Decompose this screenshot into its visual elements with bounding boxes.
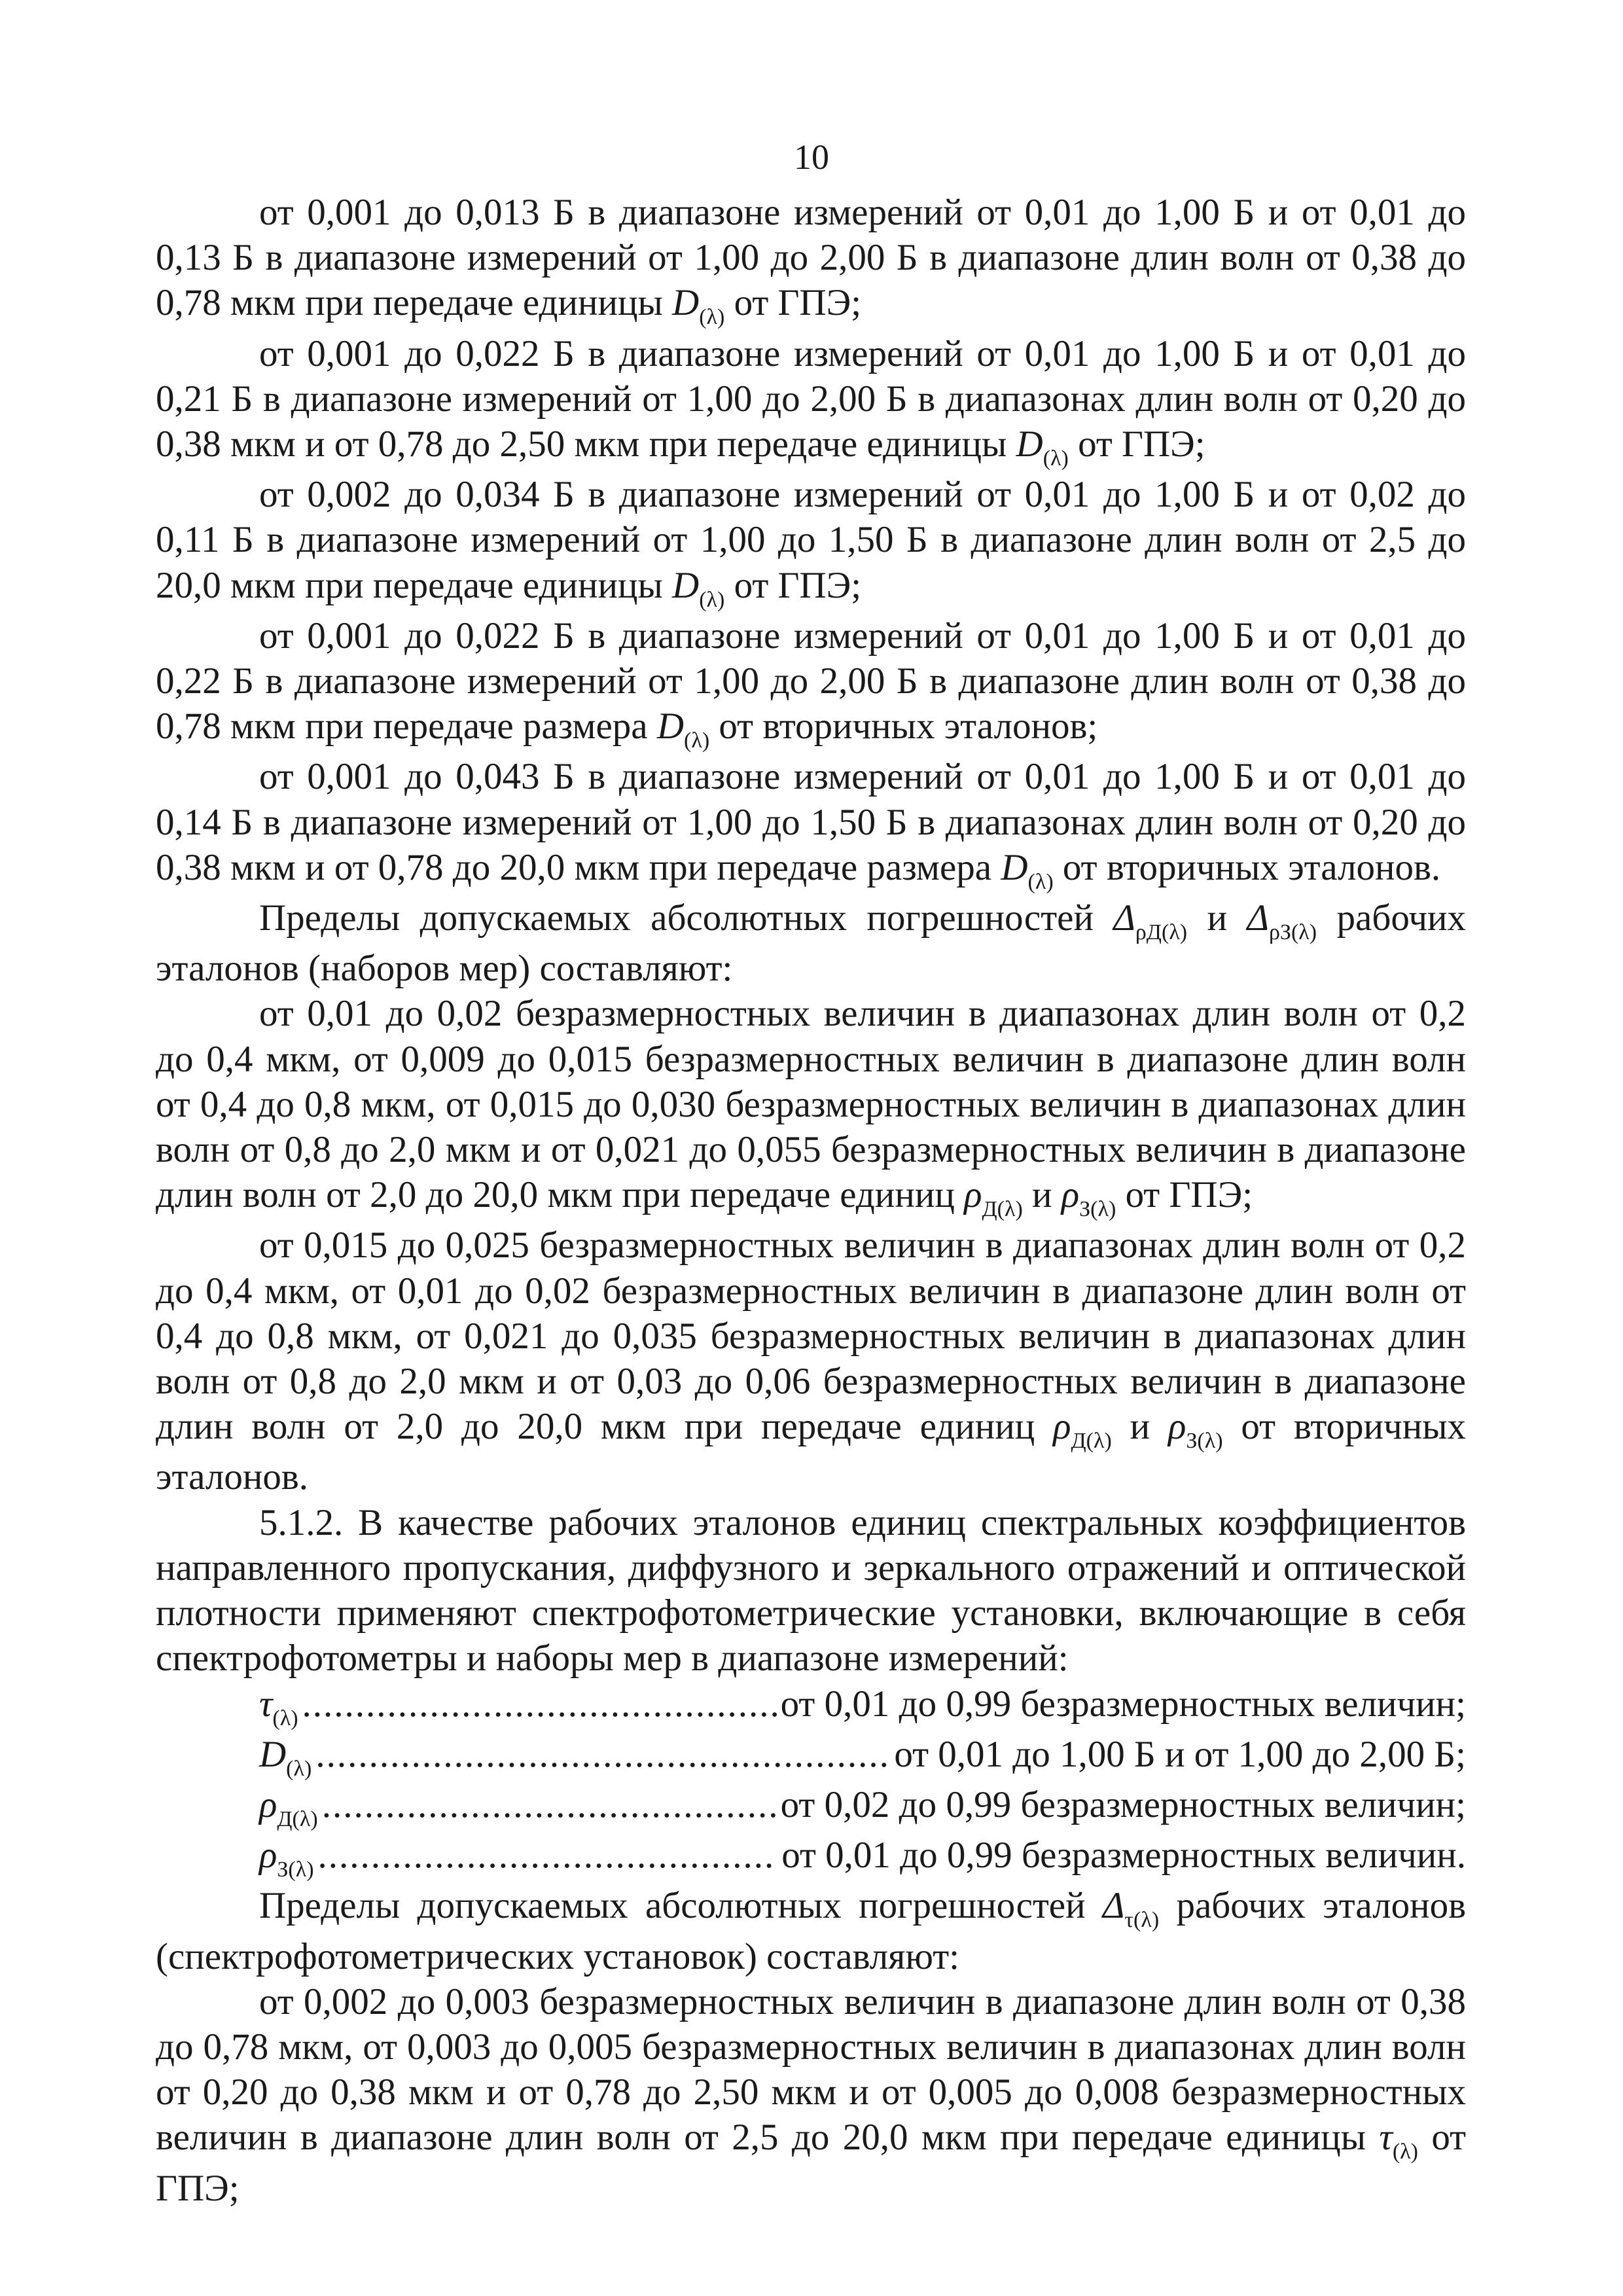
symbol-rho-D: $\rho_{Д(\lambda)}$ (964, 1174, 1023, 1222)
paragraph-4-tail: от вторичных эталонов; (719, 706, 1098, 747)
paragraph-8-text: от 0,015 до 0,025 безразмерностных величин в диапазонах длин волн от 0,2 до 0,4 мкм, от 0,01 до 0,02 безразмерностных величин в диапазоне длин волн от 0,4 до 0,8 мкм, от 0,021 до 0,035 безразмерностных величин в диапазонах длин волн от 0,8 до 2,0 мкм и от 0,03 до 0,06 безразмерностных величин в диапазоне длин волн от 2,0 до 20,0 мкм при передаче единиц (156, 1225, 1466, 1448)
symbol-D-lambda: $D_{(\lambda)}$ (1001, 846, 1054, 894)
paragraph-9 (156, 1500, 1466, 1681)
paragraph-7-tail: от ГПЭ; (1125, 1174, 1253, 1216)
paragraph-3 (156, 472, 1466, 613)
paragraph-6-text-a: Пределы допускаемых абсолютных погрешностей (259, 897, 1094, 939)
range-value: от 0,01 до 0,99 безразмерностных величин. (781, 1835, 1466, 1876)
paragraph-3-tail: от ГПЭ; (734, 564, 862, 606)
range-row-rho-D (156, 1782, 1466, 1833)
page-number: 10 (794, 137, 829, 177)
paragraph-6-text-b: и (1207, 897, 1228, 939)
paragraph-5-text: от 0,001 до 0,043 Б в диапазоне измерений от 0,01 до 1,00 Б и от 0,01 до 0,14 Б в диапазоне измерений от 1,00 до 1,50 Б в диапазонах длин волн от 0,20 до 0,38 мкм и от 0,78 до 20,0 мкм при передаче размера (156, 756, 1466, 888)
symbol-rho-D: $\rho_{Д(\lambda)}$ (259, 1784, 318, 1831)
paragraph-1-tail: от ГПЭ; (734, 282, 862, 324)
paragraph-2 (156, 331, 1466, 473)
symbol-D-lambda: $D_{(\lambda)}$ (656, 706, 710, 753)
range-row-rho-Z (156, 1833, 1466, 1883)
range-row-D (156, 1732, 1466, 1782)
symbol-D-lambda: $D_{(\lambda)}$ (259, 1733, 312, 1781)
paragraph-5 (156, 754, 1466, 895)
symbol-delta-tau: $\Delta_{\tau(\lambda)}$ (1102, 1885, 1160, 1933)
dot-leader (318, 1833, 778, 1878)
paragraph-2-text: от 0,001 до 0,022 Б в диапазоне измерений от 0,01 до 1,00 Б и от 0,01 до 0,21 Б в диапазоне измерений от 1,00 до 2,00 Б в диапазонах длин волн от 0,20 до 0,38 мкм и от 0,78 до 2,50 мкм при передаче единицы (156, 332, 1466, 465)
dot-leader (315, 1732, 890, 1777)
paragraph-11-tail: от ГПЭ; (156, 2117, 1467, 2209)
symbol-rho-Z: $\rho_{З(\lambda)}$ (1061, 1174, 1116, 1222)
paragraph-9-text: 5.1.2. В качестве рабочих эталонов единиц спектральных коэффициентов направленного пропускания, диффузного и зеркального отражений и оптической плотности применяют спектрофотометрические установки, включающие в себя спектрофотометры и наборы мер в диапазоне измерений: (156, 1501, 1466, 1679)
symbol-D-lambda: $D_{(\lambda)}$ (1016, 423, 1069, 471)
paragraph-1 (156, 190, 1466, 331)
paragraph-10-text-c: рабочих эталонов (спектрофотометрических установок) составляют: (156, 1885, 1467, 1977)
range-row-tau (156, 1681, 1466, 1732)
paragraph-10-text-a: Пределы допускаемых абсолютных погрешностей (259, 1885, 1086, 1927)
symbol-tau-lambda: $\tau_{(\lambda)}$ (1379, 2117, 1418, 2164)
paragraph-4-text: от 0,001 до 0,022 Б в диапазоне измерений от 0,01 до 1,00 Б и от 0,01 до 0,22 Б в диапазоне измерений от 1,00 до 2,00 Б в диапазоне длин волн от 0,38 до 0,78 мкм при передаче размера (156, 615, 1466, 747)
symbol-D-lambda: $D_{(\lambda)}$ (672, 564, 725, 612)
paragraph-10 (156, 1883, 1466, 1979)
paragraph-3-text: от 0,002 до 0,034 Б в диапазоне измерений от 0,01 до 1,00 Б и от 0,02 до 0,11 Б в диапазоне измерений от 1,00 до 1,50 Б в диапазоне длин волн от 2,5 до 20,0 мкм при передаче единицы (156, 474, 1466, 606)
paragraph-4 (156, 613, 1466, 755)
paragraph-8 (156, 1223, 1466, 1499)
paragraph-2-tail: от ГПЭ; (1078, 423, 1205, 465)
symbol-rho-Z: $\rho_{З(\lambda)}$ (259, 1835, 314, 1882)
paragraph-6 (156, 895, 1466, 991)
range-value: от 0,01 до 0,99 безразмерностных величин; (780, 1683, 1466, 1725)
paragraph-7 (156, 991, 1466, 1223)
paragraph-8-tail: от вторичных эталонов. (156, 1406, 1467, 1498)
paragraph-7-and: и (1032, 1174, 1052, 1216)
paragraph-6-text-c: рабочих эталонов (наборов мер) составляют: (156, 897, 1467, 990)
paragraph-7-text: от 0,01 до 0,02 безразмерностных величин в диапазонах длин волн от 0,2 до 0,4 мкм, от 0,009 до 0,015 безразмерностных величин в диапазоне длин волн от 0,4 до 0,8 мкм, от 0,015 до 0,030 безразмерностных величин в диапазонах длин волн от 0,8 до 2,0 мкм и от 0,021 до 0,055 безразмерностных величин в диапазоне длин волн от 2,0 до 20,0 мкм при передаче единиц (156, 993, 1466, 1216)
dot-leader (302, 1681, 777, 1727)
range-value: от 0,02 до 0,99 безразмерностных величин; (780, 1784, 1466, 1825)
dot-leader (322, 1782, 777, 1827)
symbol-rho-D: $\rho_{Д(\lambda)}$ (1053, 1406, 1112, 1454)
symbol-delta-rho-D: $\Delta_{\rho Д(\lambda)}$ (1113, 897, 1188, 945)
paragraph-11-text: от 0,002 до 0,003 безразмерностных величин в диапазоне длин волн от 0,38 до 0,78 мкм, от 0,003 до 0,005 безразмерностных величин в диапазонах длин волн от 0,20 до 0,38 мкм и от 0,78 до 2,50 мкм и от 0,005 до 0,008 безразмерностных величин в диапазоне длин волн от 2,5 до 20,0 мкм при передаче единицы (156, 1981, 1466, 2159)
symbol-delta-rho-Z: $\Delta_{\rho З(\lambda)}$ (1247, 897, 1317, 945)
document-body (156, 190, 1466, 2211)
symbol-D-lambda: $D_{(\lambda)}$ (672, 282, 725, 330)
range-value: от 0,01 до 1,00 Б и от 1,00 до 2,00 Б; (894, 1733, 1466, 1775)
paragraph-5-tail: от вторичных эталонов. (1062, 846, 1441, 888)
symbol-rho-Z: $\rho_{З(\lambda)}$ (1168, 1406, 1223, 1454)
symbol-tau-lambda: $\tau_{(\lambda)}$ (259, 1683, 298, 1731)
paragraph-11 (156, 1979, 1466, 2211)
paragraph-8-and: и (1130, 1406, 1150, 1448)
paragraph-1-text: от 0,001 до 0,013 Б в диапазоне измерений от 0,01 до 1,00 Б и от 0,01 до 0,13 Б в диапазоне измерений от 1,00 до 2,00 Б в диапазоне длин волн от 0,38 до 0,78 мкм при передаче единицы (156, 192, 1466, 324)
